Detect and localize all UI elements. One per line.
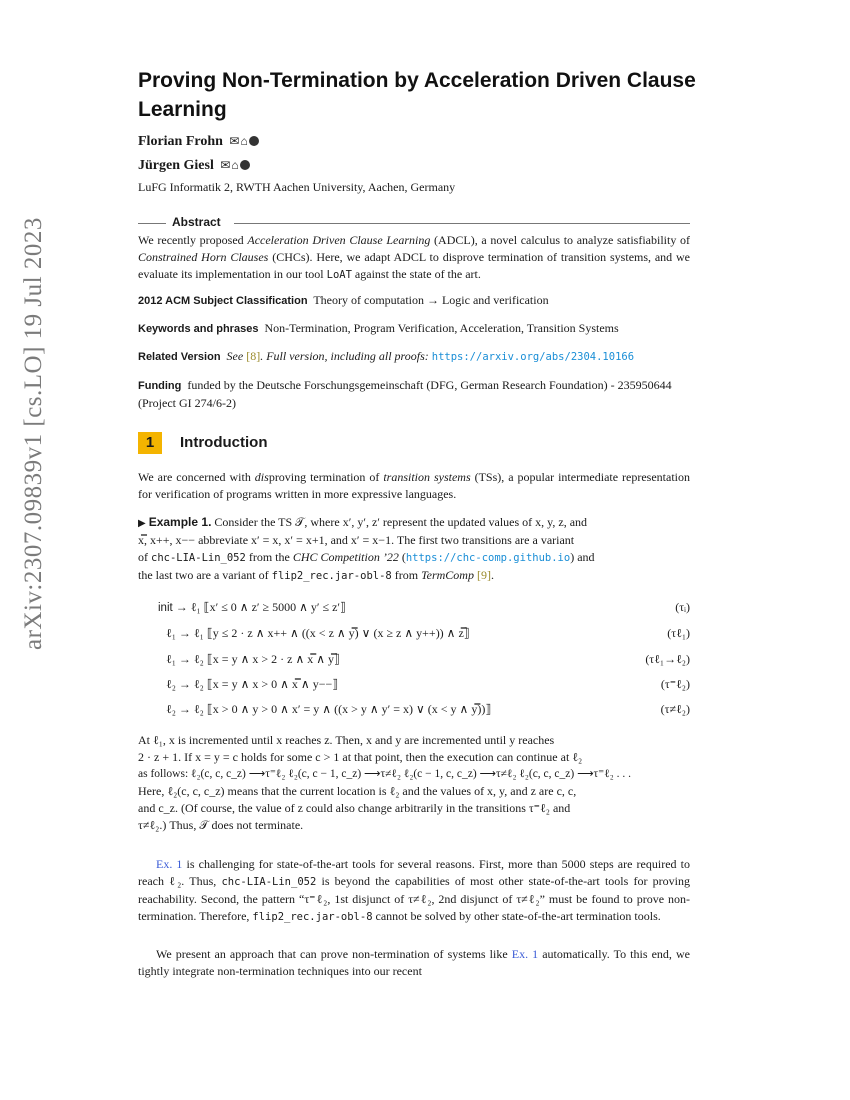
related-version: Related Version See [8]. Full version, including all proofs: https://arxiv.org/abs/2304.10166 xyxy=(138,349,635,363)
author-2 xyxy=(138,158,250,174)
section-number: 1 xyxy=(138,432,162,454)
home-icon[interactable]: ⌂ xyxy=(231,158,240,172)
example-ref-link[interactable]: Ex. 1 xyxy=(156,857,183,871)
arxiv-url-link[interactable]: https://arxiv.org/abs/2304.10166 xyxy=(431,351,635,363)
transition-explanation: At ℓ₁, x is incremented until x reaches z. Then, x and y are incremented until y reaches 2 · z + 1. If x = y = c holds for some c > 1 at that point, then the execution can continue at ℓ₂ as follows: ℓ₂(c, c, c_z) ⟶τ⁼ℓ₂ ℓ₂(c, c − 1, c_z) ⟶τ≠ℓ₂ ℓ₂(c − 1, c, c_z) ⟶τ≠ℓ₂ ℓ₂(c, c, c_z) ⟶τ⁼ℓ₂ . . . Here, ℓ₂(c, c, c_z) means that the current location is ℓ₂ and the values of x, y, and z are c, c, and c_z. (Of course, the value of z could also change arbitrarily in the transitions τ⁼ℓ₂ and τ≠ℓ₂.) Thus, 𝒯 does not terminate. xyxy=(138,733,632,832)
abstract-text: We recently proposed Acceleration Driven Clause Learning (ADCL), a novel calculus to analyze satisfiability of Constrained Horn Clauses (CHCs). Here, we adapt ADCL to disprove termination of transition systems, and we evaluate its implementation in our tool LoAT against the state of the art. xyxy=(138,233,691,281)
email-icon[interactable]: ✉ xyxy=(220,158,232,172)
transition-row: init → ℓ₁ ⟦x′ ≤ 0 ∧ z′ ≥ 5000 ∧ y′ ≤ z′⟧ (τᵢ) xyxy=(158,600,690,614)
orcid-icon[interactable] xyxy=(249,136,259,146)
abstract-label: Abstract xyxy=(172,215,221,229)
paper-title: Proving Non-Termination by Acceleration Driven Clause Learning xyxy=(138,69,696,121)
transition-row: ℓ₂ → ℓ₂ ⟦x = y ∧ x > 0 ∧ x̿ ∧ y−−⟧ (τ⁼ℓ₂) xyxy=(166,677,690,691)
transition-row: ℓ₁ → ℓ₂ ⟦x = y ∧ x > 2 · z ∧ x̿ ∧ y̿⟧ (τℓ₁→ℓ₂) xyxy=(166,652,690,666)
example-1: ▶ Example 1. Consider the TS 𝒯, where x′, y′, z′ represent the updated values of x, y, z, and x̿, x++, x−− abbreviate x′ = x, x′ = x+1, and x′ = x−1. The first two transitions are a variant of chc-LIA-Lin_052 from the CHC Competition ’22 (https://chc-comp.github.io) and the last two are a variant of flip2_rec.jar-obl-8 from TermComp [9]. xyxy=(138,515,595,582)
abstract-heading xyxy=(138,217,690,229)
acm-classification: 2012 ACM Subject Classification Theory of computation → Logic and verification xyxy=(138,293,549,307)
paragraph-approach: We present an approach that can prove non-termination of systems like Ex. 1 automatically. To this end, we tightly integrate non-termination techniques into our recent xyxy=(138,947,690,978)
author-name: Florian Frohn xyxy=(138,134,223,149)
section-title: Introduction xyxy=(180,434,268,451)
orcid-icon[interactable] xyxy=(240,160,250,170)
transition-row: ℓ₁ → ℓ₁ ⟦y ≤ 2 · z ∧ x++ ∧ ((x < z ∧ y̿) ∨ (x ≥ z ∧ y++)) ∧ z̿⟧ (τℓ₁) xyxy=(166,626,690,640)
keywords: Keywords and phrases Non-Termination, Program Verification, Acceleration, Transition Systems xyxy=(138,321,619,335)
author-name: Jürgen Giesl xyxy=(138,158,214,173)
home-icon[interactable]: ⌂ xyxy=(240,134,249,148)
example-ref-link[interactable]: Ex. 1 xyxy=(511,947,539,961)
funding: Funding funded by the Deutsche Forschungsgemeinschaft (DFG, German Research Foundation) - 235950644 (Project GI 274/6-2) xyxy=(138,378,672,410)
author-1 xyxy=(138,134,259,150)
citation-link[interactable]: [8] xyxy=(246,349,261,363)
chc-comp-link[interactable]: https://chc-comp.github.io xyxy=(405,552,571,564)
transition-row: ℓ₂ → ℓ₂ ⟦x > 0 ∧ y > 0 ∧ x′ = y ∧ ((x > y ∧ y′ = x) ∨ (x < y ∧ y̿))⟧ (τ≠ℓ₂) xyxy=(166,702,690,716)
email-icon[interactable]: ✉ xyxy=(229,134,241,148)
arxiv-id: arXiv:2307.09839v1 [cs.LO] 19 Jul 2023 xyxy=(20,217,47,650)
affiliation: LuFG Informatik 2, RWTH Aachen University, Aachen, Germany xyxy=(138,180,456,194)
intro-paragraph: We are concerned with disproving termination of transition systems (TSs), a popular intermediate representation for verification of programs written in more expressive languages. xyxy=(138,470,690,501)
citation-link[interactable]: [9] xyxy=(476,568,491,582)
paragraph-challenges: Ex. 1 is challenging for state-of-the-art tools for several reasons. First, more than 5000 steps are required to reach ℓ₂. Thus, chc-LIA-Lin_052 is beyond the capabilities of most other state-of-the-art tools for proving reachability. Second, the pattern “τ⁼ℓ₂, 1st disjunct of τ≠ℓ₂, 2nd disjunct of τ≠ℓ₂” must be found to prove non-termination. Therefore, flip2_rec.jar-obl-8 cannot be solved by other state-of-the-art termination tools. xyxy=(138,857,690,923)
